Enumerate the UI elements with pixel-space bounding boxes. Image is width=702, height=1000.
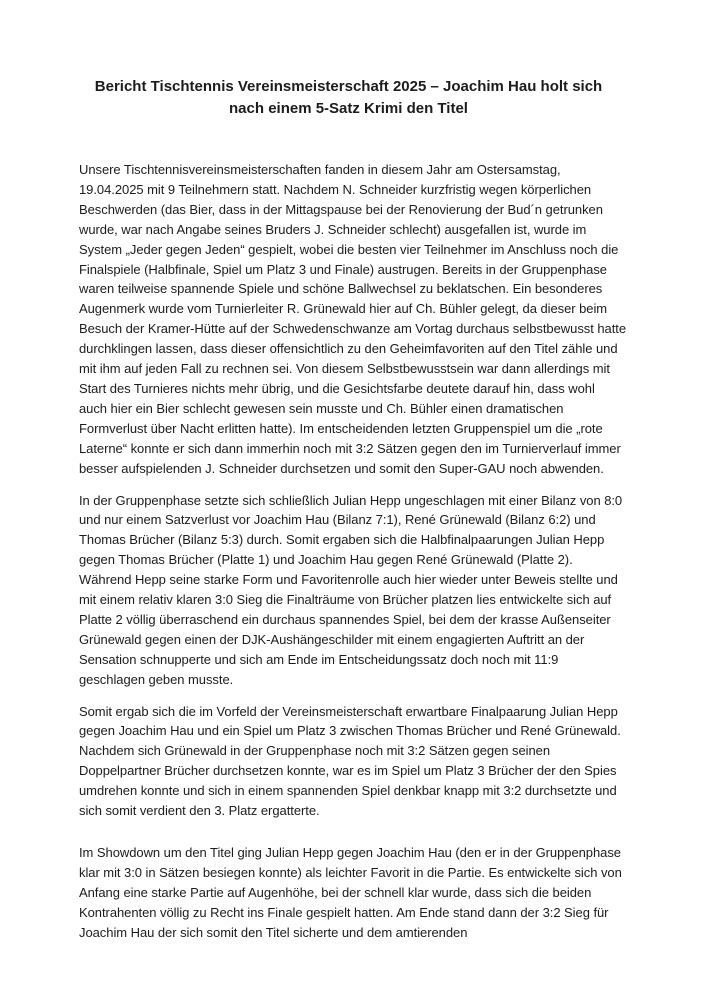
paragraph-intro: Unsere Tischtennisvereinsmeisterschaften fanden in diesem Jahr am Ostersamstag, 19.04.2025 mit 9 Teilnehmern statt. Nachdem N. Schneider kurzfristig wegen körperlichen Beschwerden (das Bier, dass in der Mittagspause bei der Renovierung der Bud´n getrunken wurde, war nach Angabe seines Bruders J. Schneider schlecht) ausgefallen ist, wurde im System „Jeder gegen Jeden“ gespielt, wobei die besten vier Teilnehmer im Anschluss noch die Finalspiele (Halbfinale, Spiel um Platz 3 und Finale) austrugen. Bereits in der Gruppenphase waren teilweise spannende Spiele und schöne Ballwechsel zu beklatschen. Ein besonderes Augenmerk wurde vom Turnierleiter R. Grünewald hier auf Ch. Bühler gelegt, da dieser beim Besuch der Kramer-Hütte auf der Schwedenschwanze am Vortag durchaus selbstbewusst hatte durchklingen lassen, dass dieser offensichtlich zu den Geheimfavoriten auf den Titel zähle und mit ihm auf jeden Fall zu rechnen sei. Von diesem Selbstbewusstsein war dann allerdings mit Start des Turnieres nichts mehr übrig, und die Gesichtsfarbe deutete darauf hin, dass wohl auch hier ein Bier schlecht gewesen sein musste und Ch. Bühler einen dramatischen Formverlust über Nacht erlitten hatte). Im entscheidenden letzten Gruppenspiel um die „rote Laterne“ konnte er sich dann immerhin noch mit 3:2 Sätzen gegen den im Turnierverlauf immer besser aufspielenden J. Schneider durchsetzen und somit den Super-GAU noch abwenden. <box>79 162 627 476</box>
title-line-2: nach einem 5-Satz Krimi den Titel <box>229 100 468 117</box>
title-line-1: Bericht Tischtennis Vereinsmeisterschaft 2025 – Joachim Hau holt sich <box>94 78 603 95</box>
document-title <box>79 76 626 120</box>
document-body <box>79 160 626 943</box>
paragraph-group-phase: In der Gruppenphase setzte sich schließlich Julian Hepp ungeschlagen mit einer Bilanz von 8:0 und nur einem Satzverlust vor Joachim Hau (Bilanz 7:1), René Grünewald (Bilanz 6:2) und Thomas Brücher (Bilanz 5:3) durch. Somit ergaben sich die Halbfinalpaarungen Julian Hepp gegen Thomas Brücher (Platte 1) und Joachim Hau gegen René Grünewald (Platte 2). Während Hepp seine starke Form und Favoritenrolle auch hier wieder unter Beweis stellte und mit einem relativ klaren 3:0 Sieg die Finalträume von Brücher platzen lies entwickelte sich auf Platte 2 völlig überraschend ein durchaus spannendes Spiel, bei dem der krasse Außenseiter Grünewald gegen einen der DJK-Aushängeschilder mit einem engagierten Auftritt an der Sensation schnupperte und sich am Ende im Entscheidungssatz doch noch mit 11:9 geschlagen geben musste. <box>79 492 623 687</box>
paragraph-third-place: Somit ergab sich die im Vorfeld der Vereinsmeisterschaft erwartbare Finalpaarung Julian Hepp gegen Joachim Hau und ein Spiel um Platz 3 zwischen Thomas Brücher und René Grünewald. Nachdem sich Grünewald in der Gruppenphase noch mit 3:2 Sätzen gegen seinen Doppelpartner Brücher durchsetzen konnte, war es im Spiel um Platz 3 Brücher der den Spies umdrehen konnte und sich in einem spannenden Spiel denkbar knapp mit 3:2 durchsetzte und sich somit verdient den 3. Platz ergatterte. <box>79 703 621 819</box>
paragraph-final: Im Showdown um den Titel ging Julian Hepp gegen Joachim Hau (den er in der Gruppenphase klar mit 3:0 in Sätzen besiegen konnte) als leichter Favorit in die Partie. Es entwickelte sich von Anfang eine starke Partie auf Augenhöhe, bei der schnell klar wurde, dass sich die beiden Kontrahenten völlig zu Recht ins Finale gespielt hatten. Am Ende stand dann der 3:2 Sieg für Joachim Hau der sich somit den Titel sicherte und dem amtierenden <box>79 845 622 940</box>
